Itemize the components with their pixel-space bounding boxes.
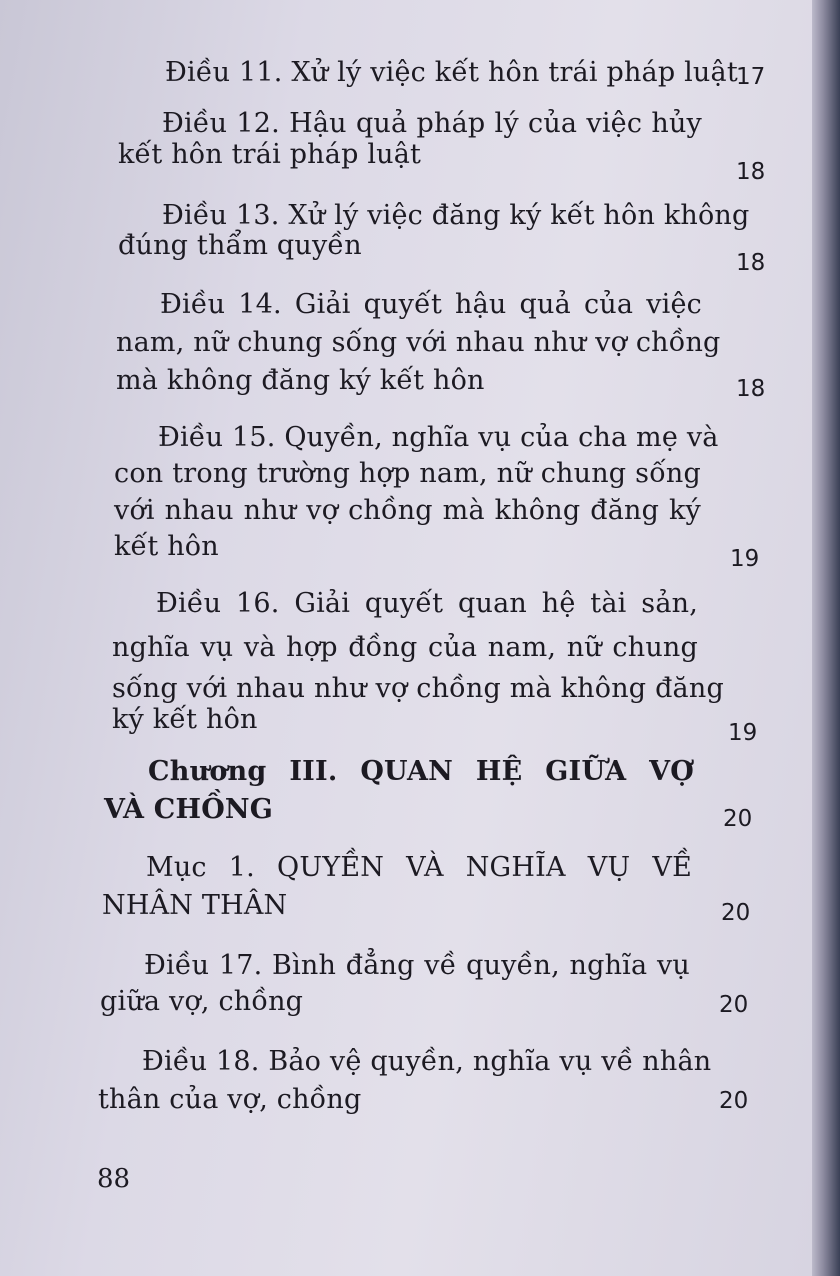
toc-entry-text: với nhau như vợ chồng mà không đăng ký [114,495,701,526]
toc-entry-text: Điều 16. Giải quyết quan hệ tài sản, [156,588,698,619]
toc-entry-page: 17 [736,64,766,90]
toc-entry-text: kết hôn [114,531,219,562]
toc-entry-text: Điều 12. Hậu quả pháp lý của việc hủy [162,108,702,139]
toc-entry-text: đúng thẩm quyền [118,230,362,261]
toc-entry-page: 18 [736,376,766,402]
toc-entry-page: 19 [728,720,758,746]
toc-entry-text: Điều 14. Giải quyết hậu quả của việc [160,289,702,320]
toc-entry-text: Điều 17. Bình đẳng về quyền, nghĩa vụ [144,950,690,981]
toc-entry-text: Điều 15. Quyền, nghĩa vụ của cha mẹ và [158,422,719,453]
toc-entry-text: kết hôn trái pháp luật [118,139,422,170]
toc-section-heading: Mục 1. QUYỀN VÀ NGHĨA VỤ VỀ [146,852,692,883]
toc-entry-text: nghĩa vụ và hợp đồng của nam, nữ chung [112,632,698,663]
toc-entry-text: Điều 18. Bảo vệ quyền, nghĩa vụ về nhân [142,1046,712,1077]
toc-section-heading: NHÂN THÂN [102,890,288,921]
toc-entry-text: Điều 13. Xử lý việc đăng ký kết hôn không [162,200,750,231]
toc-entry-page: 18 [736,250,766,276]
toc-entry-text: sống với nhau như vợ chồng mà không đăng [112,673,724,704]
toc-entry-page: 19 [730,546,760,572]
toc-entry-text: thân của vợ, chồng [98,1084,362,1115]
toc-entry-page: 20 [723,806,753,832]
toc-entry-text: con trong trường hợp nam, nữ chung sống [114,458,701,489]
toc-entry-text: nam, nữ chung sống với nhau như vợ chồng [116,327,721,358]
toc-entry-text: mà không đăng ký kết hôn [116,365,485,396]
toc-entry-page: 20 [721,900,751,926]
toc-entry-page: 18 [736,159,766,185]
toc-chapter-heading: Chương III. QUAN HỆ GIỮA VỢ [148,756,694,787]
toc-entry-page: 20 [719,992,749,1018]
toc-entry-text: giữa vợ, chồng [100,986,304,1017]
toc-chapter-heading: VÀ CHỒNG [104,794,274,825]
toc-entry-text: ký kết hôn [112,704,258,735]
page-number: 88 [97,1164,131,1194]
toc-entry-text: Điều 11. Xử lý việc kết hôn trái pháp luật [165,57,738,88]
page-edge-shadow [812,0,840,1276]
toc-entry-page: 20 [719,1088,749,1114]
